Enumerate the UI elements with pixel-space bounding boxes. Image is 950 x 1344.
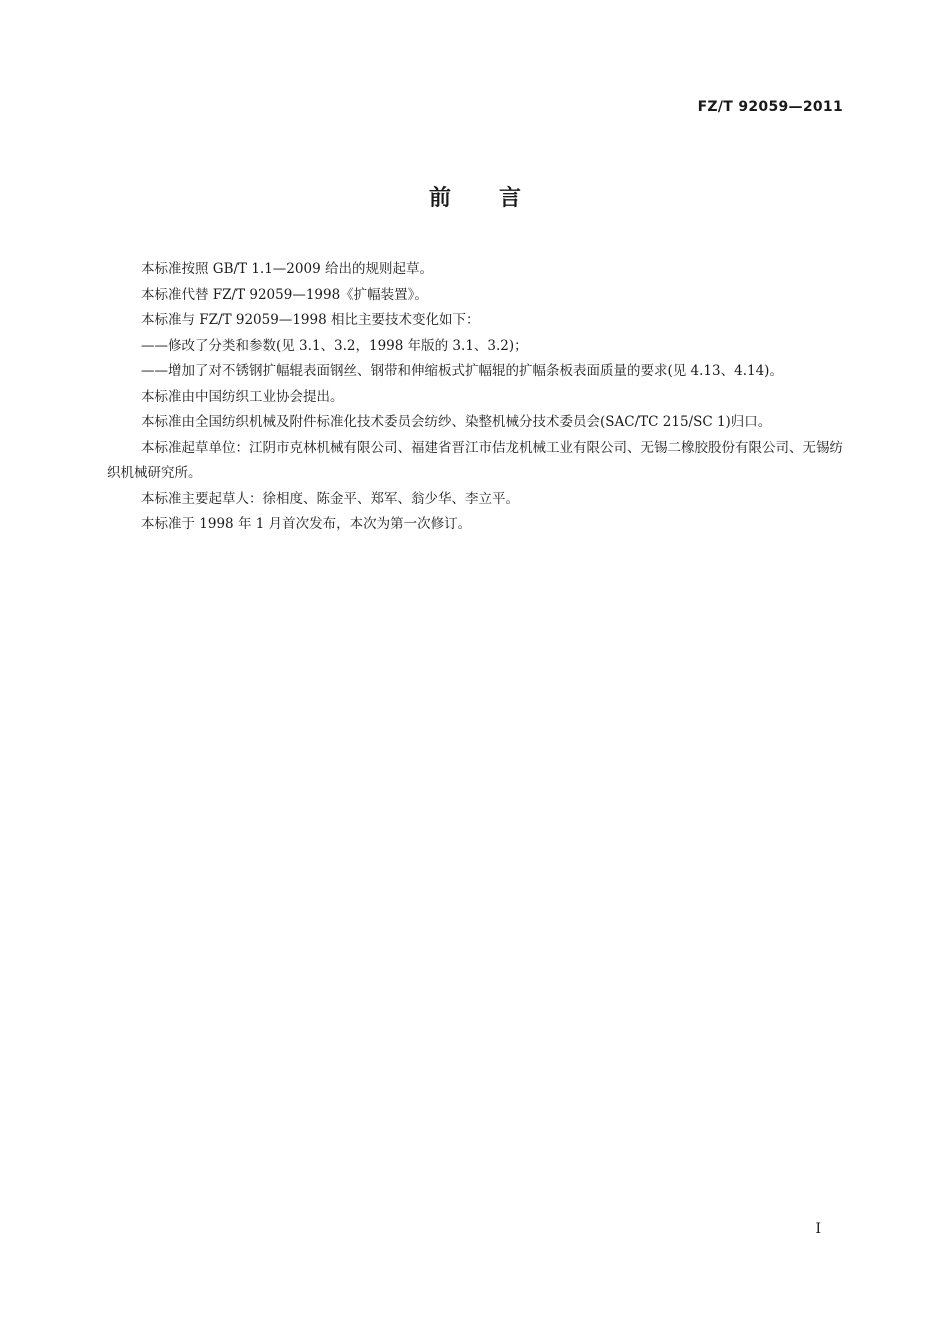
change-item-surface-quality: ——增加了对不锈钢扩幅辊表面钢丝、钢带和伸缩板式扩幅辊的扩幅条板表面质量的要求(见 4.13、4.14)。 <box>141 363 783 379</box>
paragraph-release-history: 本标准于 1998 年 1 月首次发布，本次为第一次修订。 <box>141 516 472 532</box>
change-item-classification: ——修改了分类和参数(见 3.1、3.2，1998 年版的 3.1、3.2)； <box>141 337 528 354</box>
paragraph-administered-by: 本标准由全国纺织机械及附件标准化技术委员会纺纱、染整机械分技术委员会(SAC/TC 215/SC 1)归口。 <box>141 414 772 430</box>
page-number: I <box>815 1221 821 1237</box>
paragraph-drafters: 本标准主要起草人：徐相度、陈金平、郑军、翁少华、李立平。 <box>141 490 519 507</box>
page-title: 前言 <box>428 186 569 211</box>
paragraph-replaces: 本标准代替 FZ/T 92059—1998《扩幅装置》。 <box>141 286 428 303</box>
paragraph-proposed-by: 本标准由中国纺织工业协会提出。 <box>141 388 344 405</box>
foreword-body <box>107 257 843 538</box>
paragraph-drafting-rules: 本标准按照 GB/T 1.1—2009 给出的规则起草。 <box>141 261 433 277</box>
standard-code: FZ/T 92059—2011 <box>697 99 843 115</box>
paragraph-drafting-units: 本标准起草单位：江阴市克林机械有限公司、福建省晋江市佶龙机械工业有限公司、无锡二橡胶股份有限公司、无锡纺织机械研究所。 <box>107 439 843 481</box>
paragraph-changes-intro: 本标准与 FZ/T 92059—1998 相比主要技术变化如下： <box>141 312 480 328</box>
